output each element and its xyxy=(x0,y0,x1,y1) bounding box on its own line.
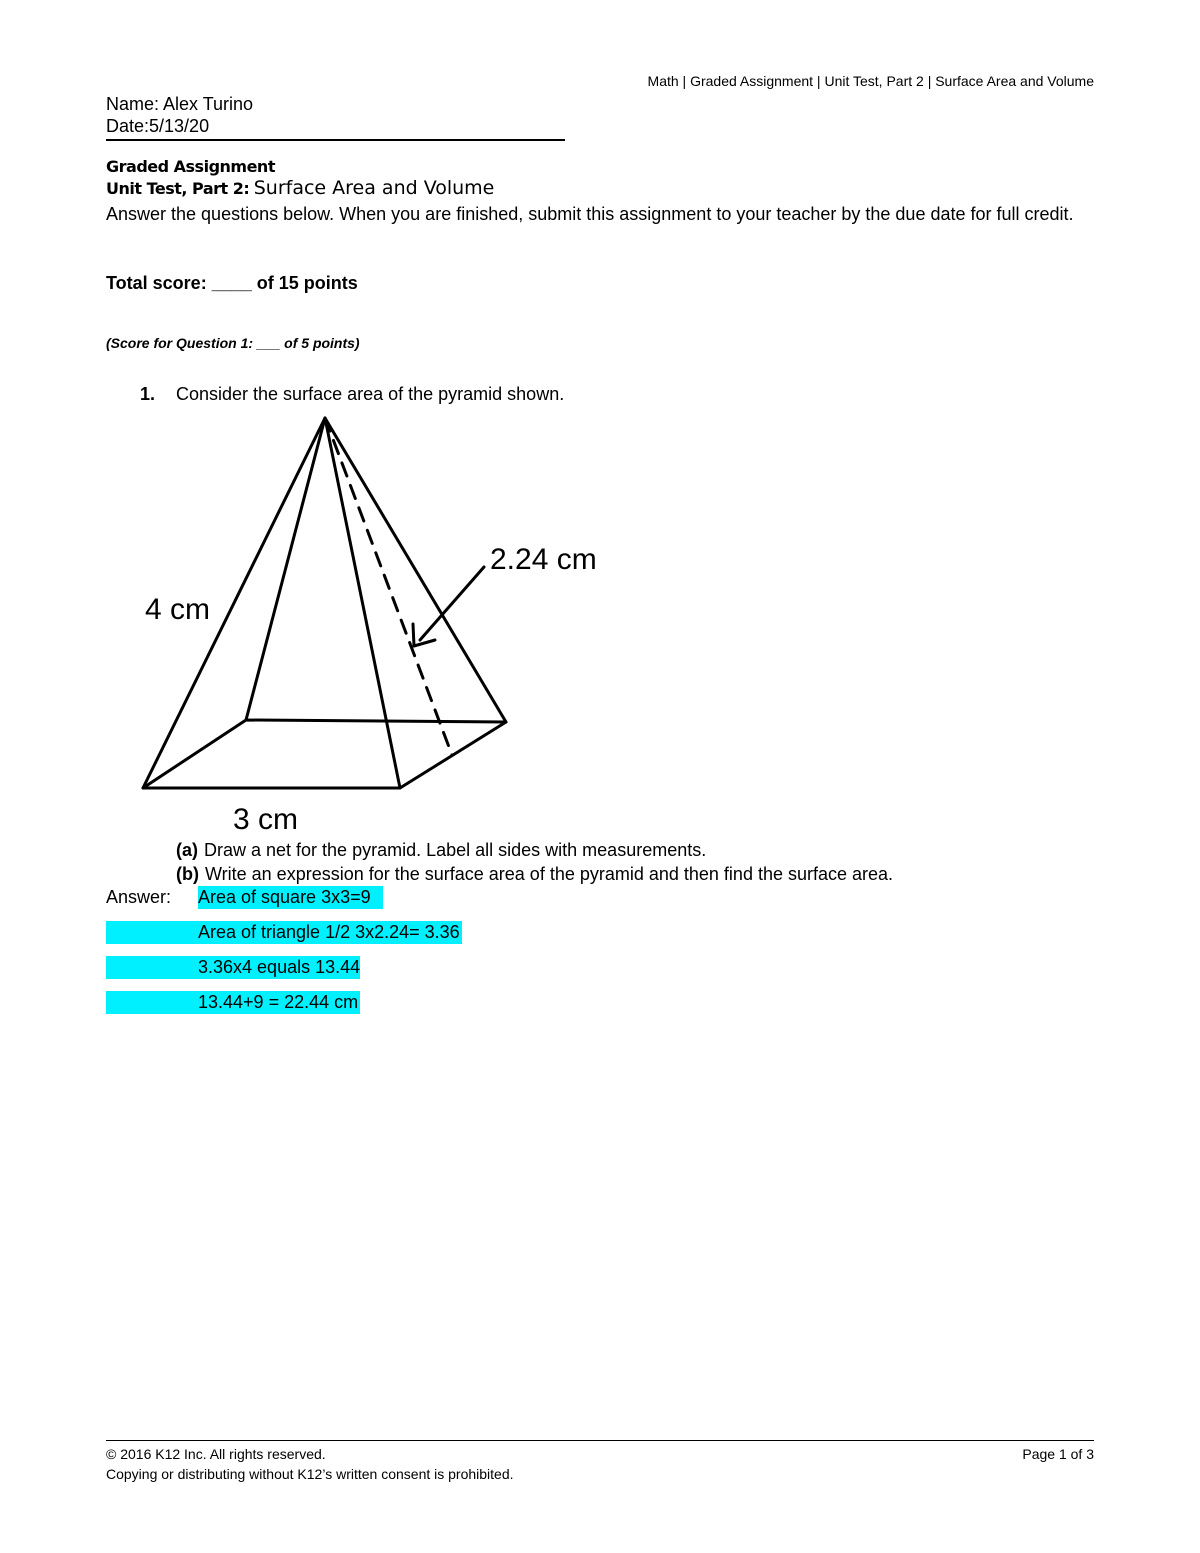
pyramid-edge-back xyxy=(246,418,325,720)
answer-line: 3.36x4 equals 13.44 xyxy=(106,956,360,979)
answer-line: 13.44+9 = 22.44 cm xyxy=(106,991,360,1014)
pyramid-edge-right xyxy=(325,418,506,722)
page-header-breadcrumb: Math | Graded Assignment | Unit Test, Part 2 | Surface Area and Volume xyxy=(647,73,1094,89)
slant-edge-label: 4 cm xyxy=(145,593,211,626)
part-b xyxy=(176,864,893,885)
total-score: Total score: ____ of 15 points xyxy=(106,273,358,293)
footer-divider xyxy=(106,1440,1094,1441)
part-b-label: (b) xyxy=(176,864,199,884)
slant-height-label: 2.24 cm xyxy=(490,543,597,576)
slant-height-dashed xyxy=(325,418,452,755)
part-a xyxy=(176,840,706,861)
question-1-score: (Score for Question 1: ___ of 5 points) xyxy=(106,335,360,351)
unit-topic: Surface Area and Volume xyxy=(253,177,495,199)
answer-line: Area of triangle 1/2 3x2.24= 3.36 xyxy=(106,921,462,944)
student-name: Name: Alex Turino xyxy=(106,94,254,114)
pyramid-edge-front xyxy=(325,418,400,788)
unit-label: Unit Test, Part 2: xyxy=(106,179,250,198)
page-number: Page 1 of 3 xyxy=(1022,1446,1094,1462)
part-b-text: Write an expression for the surface area of the pyramid and then find the surface area. xyxy=(204,864,894,884)
assignment-title: Graded Assignment xyxy=(106,157,275,176)
instructions: Answer the questions below. When you are finished, submit this assignment to your teacher by the due date for full credit. xyxy=(106,204,1074,224)
part-a-text: Draw a net for the pyramid. Label all sides with measurements. xyxy=(204,840,707,860)
assignment-date: Date:5/13/20 xyxy=(106,116,210,136)
base-length-label: 3 cm xyxy=(233,803,299,836)
footer-copyright: © 2016 K12 Inc. All rights reserved. xyxy=(106,1446,326,1462)
answer-label: Answer: xyxy=(106,887,172,907)
footer-consent: Copying or distributing without K12’s written consent is prohibited. xyxy=(106,1466,514,1482)
question-number: 1. xyxy=(140,384,156,404)
answer-line: Area of square 3x3=9 xyxy=(198,886,383,909)
question-text: Consider the surface area of the pyramid shown. xyxy=(176,384,565,404)
part-a-label: (a) xyxy=(176,840,198,860)
